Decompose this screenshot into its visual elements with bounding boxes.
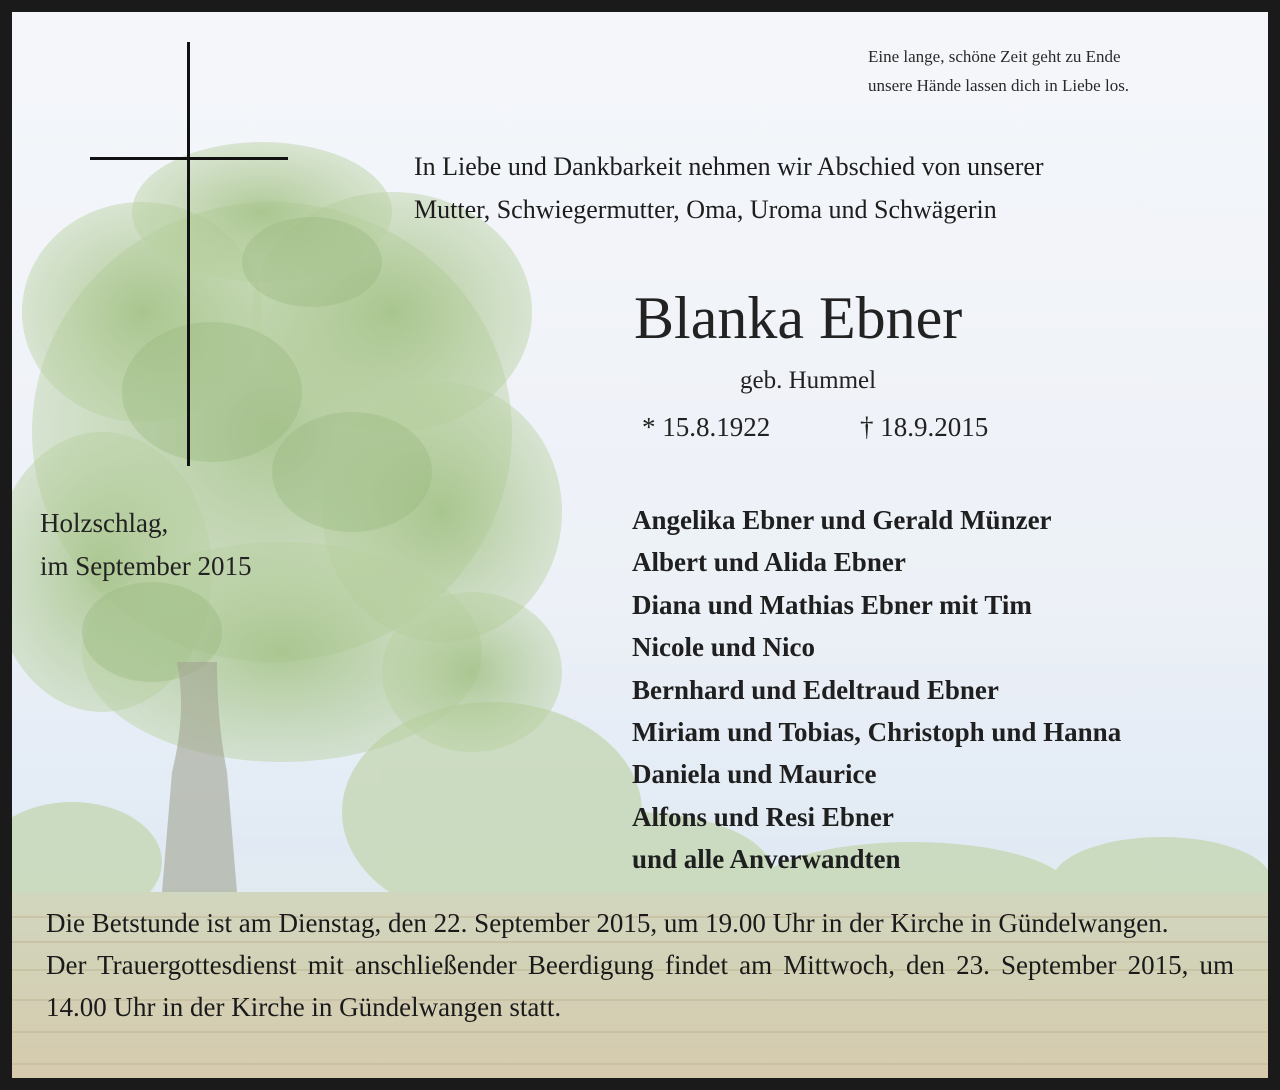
latin-cross-icon [90, 42, 290, 466]
prayer-service-text: Die Betstunde ist am Dienstag, den 22. September 2015, um 19.00 Uhr in der Kirche in Gündelwangen. [46, 908, 1169, 938]
motto-verse [868, 42, 1129, 100]
deceased-name: Blanka Ebner [634, 285, 963, 351]
place-line: Holzschlag, [40, 508, 169, 538]
place-line: im September 2015 [40, 551, 252, 581]
motto-line: Eine lange, schöne Zeit geht zu Ende [868, 47, 1121, 66]
mourner-line: Nicole und Nico [632, 632, 816, 663]
intro-line: Mutter, Schwiegermutter, Oma, Uroma und Schwägerin [414, 195, 997, 224]
service-information [46, 902, 1234, 1028]
place-date [40, 502, 251, 588]
birth-date: * 15.8.1922 [642, 412, 771, 442]
mourner-line: Bernhard und Edeltraud Ebner [632, 674, 999, 705]
intro-line: In Liebe und Dankbarkeit nehmen wir Abschied von unserer [414, 152, 1044, 181]
mourner-line: Albert und Alida Ebner [632, 547, 906, 578]
motto-line: unsere Hände lassen dich in Liebe los. [868, 76, 1130, 95]
intro-text [414, 145, 1044, 231]
mourner-line: Diana und Mathias Ebner mit Tim [632, 589, 1032, 620]
mourner-line: Miriam und Tobias, Christoph und Hanna [632, 716, 1122, 747]
mourner-line: Alfons und Resi Ebner [632, 801, 894, 832]
death-date: † 18.9.2015 [860, 412, 989, 442]
mourner-line: Daniela und Maurice [632, 759, 877, 790]
mourners-list [632, 499, 1121, 881]
mourner-line: und alle Anverwandten [632, 844, 901, 875]
maiden-name: geb. Hummel [740, 367, 877, 394]
funeral-service-text: Der Trauergottesdienst mit anschließender Beerdigung findet am Mittwoch, den 23. September 2015, um 14.00 Uhr in der Kirche in Gündelwangen statt. [46, 950, 1234, 1022]
mourner-line: Angelika Ebner und Gerald Münzer [632, 505, 1052, 535]
